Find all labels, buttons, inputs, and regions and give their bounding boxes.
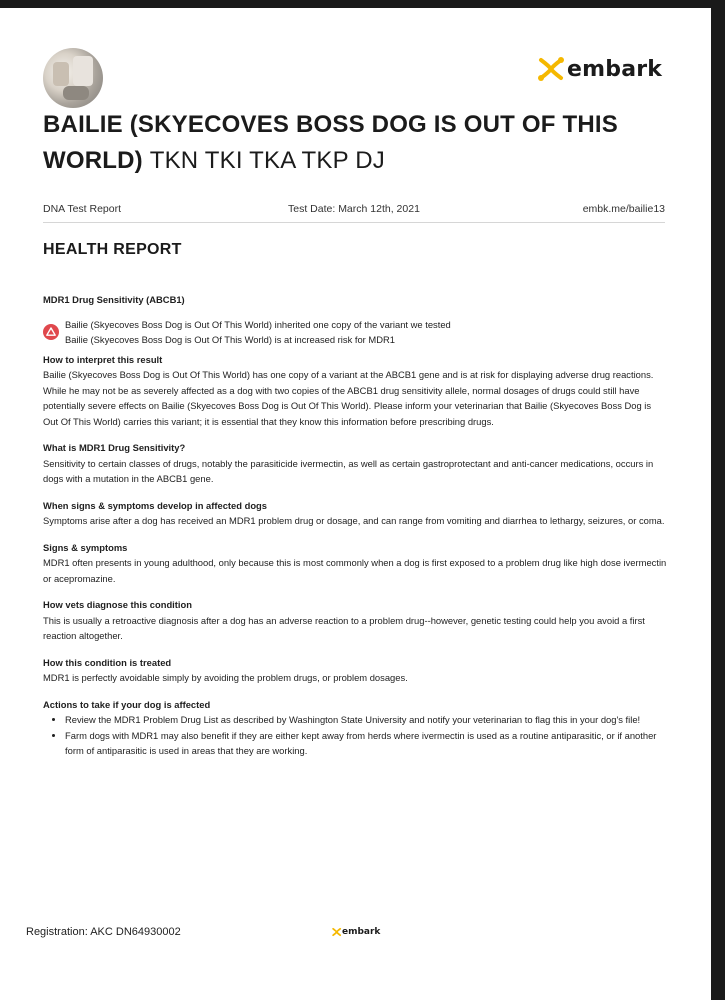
report-link[interactable]: embk.me/bailie13: [582, 203, 665, 215]
registration-number: Registration: AKC DN64930002: [26, 926, 181, 938]
dog-titles: TKN TKI TKA TKP DJ: [149, 147, 385, 174]
info-section: [43, 540, 668, 587]
embark-logo-text: embark: [567, 56, 663, 82]
section-title: HEALTH REPORT: [43, 241, 182, 258]
result-line: Bailie (Skyecoves Boss Dog is Out Of This World) inherited one copy of the variant we tested: [65, 318, 451, 330]
info-section: [43, 440, 668, 487]
warning-triangle-icon: [43, 324, 59, 340]
info-section: [43, 352, 668, 430]
info-section: [43, 498, 668, 529]
info-body: Sensitivity to certain classes of drugs, notably the parasiticide ivermectin, as well as certain gastroprotectant and anti-cancer medications, occurs in dogs with a mutation in the ABCB1 gene.: [43, 457, 654, 484]
result-line: Bailie (Skyecoves Boss Dog is Out Of This World) is at increased risk for MDR1: [65, 334, 395, 345]
result-summary: [43, 317, 668, 348]
header-divider: [43, 222, 665, 223]
actions-list: [43, 712, 668, 759]
actions-heading: Actions to take if your dog is affected: [43, 698, 211, 710]
info-heading: Signs & symptoms: [43, 541, 128, 553]
dog-name-title: [43, 107, 663, 179]
info-body: MDR1 often presents in young adulthood, only because this is most commonly when a dog is first exposed to a problem drug like high dose ivermectin or acepromazine.: [43, 557, 667, 584]
info-body: Bailie (Skyecoves Boss Dog is Out Of This World) has one copy of a variant at the ABCB1 gene and is at risk for displaying adverse drug reactions. While he may not be as severely affected as a dog with two copies of the ABCB1 drug sensitivity allele, normal dosages of drugs could still have potentially severe effects on Bailie (Skyecoves Boss Dog is Out Of This World). Please inform your veterinarian that Bailie (Skyecoves Boss Dog is Out Of This World) carries this variant; it is essential that they know this information before prescribing drugs.: [43, 369, 654, 427]
actions-section: [43, 697, 668, 759]
condition-content: [43, 292, 668, 770]
info-heading: What is MDR1 Drug Sensitivity?: [43, 442, 186, 453]
dog-name: BAILIE (SKYECOVES BOSS DOG IS OUT OF THIS WORLD): [43, 111, 618, 174]
info-body: This is usually a retroactive diagnosis after a dog has an adverse reaction to a problem drug--however, genetic testing could help you avoid a first reaction altogether.: [43, 614, 645, 641]
action-item: • Farm dogs with MDR1 may also benefit if they are either kept away from herds where ivermectin is used as a routine antiparasitic, or if another form of antiparasitic is used in areas that they are working.: [65, 728, 668, 759]
info-heading: How vets diagnose this condition: [43, 599, 192, 610]
info-body: Symptoms arise after a dog has received an MDR1 problem drug or dosage, and can range from vomiting and diarrhea to lethargy, seizures, or coma.: [43, 515, 665, 526]
report-type: DNA Test Report: [43, 203, 122, 215]
report-page: [0, 8, 711, 1000]
info-section: [43, 597, 668, 644]
info-heading: When signs & symptoms develop in affected dogs: [43, 499, 267, 511]
info-heading: How to interpret this result: [43, 353, 163, 365]
footer-embark-logo: [331, 926, 380, 938]
info-body: MDR1 is perfectly avoidable simply by avoiding the problem drugs, or problem dosages.: [43, 672, 408, 683]
info-section: [43, 655, 668, 686]
action-item: • Review the MDR1 Problem Drug List as described by Washington State University and notify your veterinarian to flag this in your dog's file!: [65, 712, 668, 728]
dog-photo: [43, 48, 103, 108]
embark-logo-icon: [535, 52, 569, 86]
condition-title: MDR1 Drug Sensitivity (ABCB1): [43, 294, 185, 305]
test-date: Test Date: March 12th, 2021: [288, 203, 420, 215]
info-heading: How this condition is treated: [43, 656, 172, 668]
footer-logo-text: embark: [342, 927, 381, 937]
embark-logo: [535, 52, 662, 86]
